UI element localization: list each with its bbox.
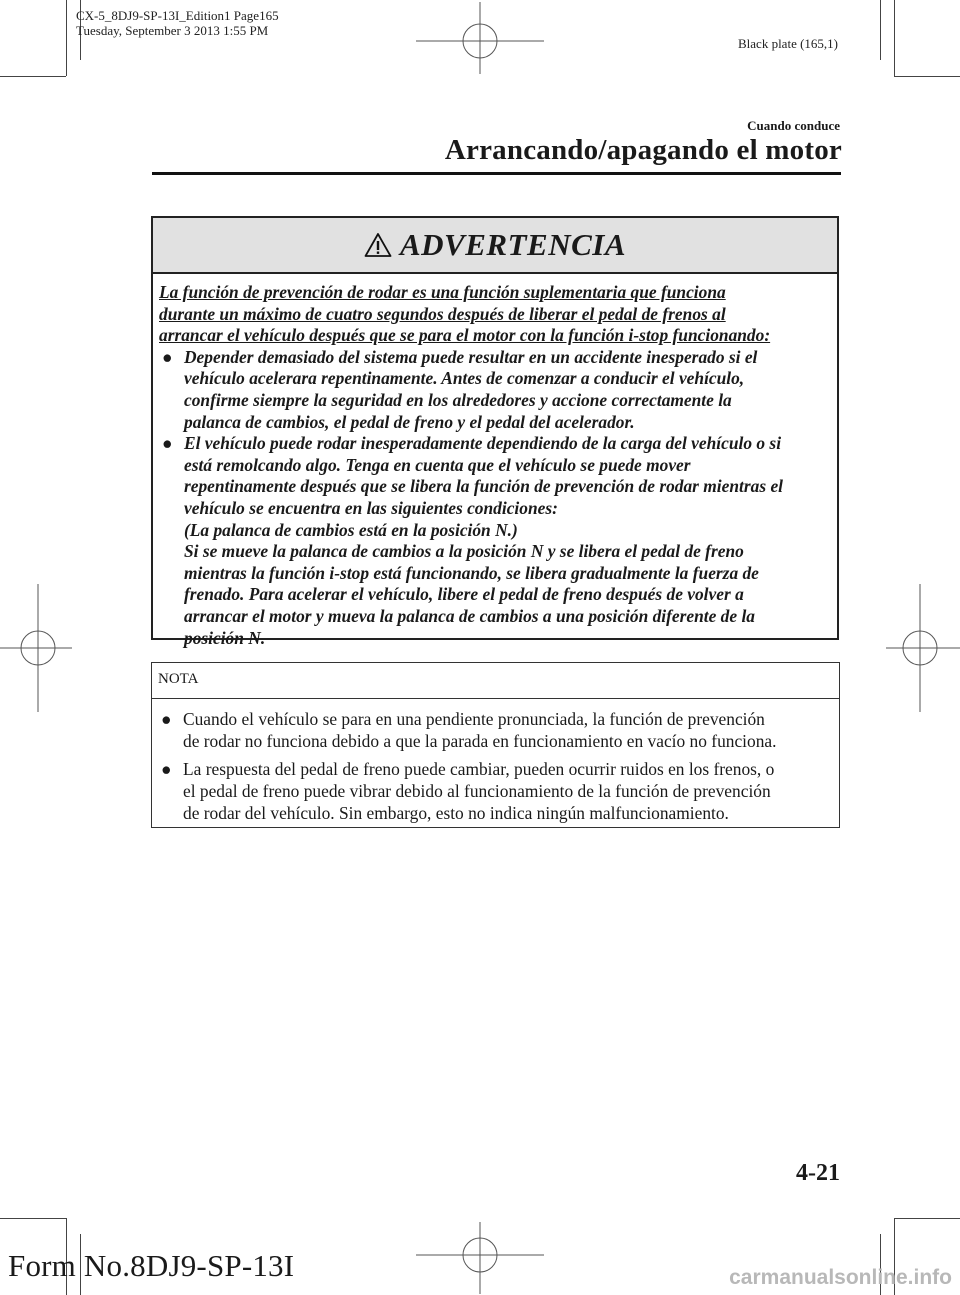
note-item-line: La respuesta del pedal de freno puede cambiar, pueden ocurrir ruidos en los frenos, o: [183, 759, 775, 779]
print-date: Tuesday, September 3 2013 1:55 PM: [76, 23, 269, 38]
warning-list-item: [159, 433, 831, 649]
warning-intro-line: durante un máximo de cuatro segundos después de liberar el pedal de frenos al: [159, 303, 726, 324]
warning-box: [151, 216, 839, 648]
warning-item-line: mientras la función i-stop está funcionando, se libera gradualmente la fuerza de: [184, 562, 759, 583]
warning-intro-line: arrancar el vehículo después que se para el motor con la función i-stop funcionando:: [159, 325, 771, 346]
warning-body: [153, 274, 837, 649]
title-rule: [152, 172, 841, 175]
warning-item-line: vehículo se encuentra en las siguientes condiciones:: [184, 497, 558, 518]
warning-header: [153, 218, 837, 274]
crop-mark: [0, 1218, 66, 1219]
crop-mark: [894, 0, 895, 76]
bullet: ●: [162, 346, 173, 367]
registration-mark-icon: [886, 584, 960, 712]
section-label: Cuando conduce: [747, 118, 840, 133]
note-box: [151, 662, 840, 828]
note-body: [152, 699, 839, 824]
warning-item-line: frenado. Para acelerar el vehículo, libere el pedal de freno después de volver a: [184, 584, 744, 605]
warning-item-line: está remolcando algo. Tenga en cuenta que el vehículo se puede mover: [184, 454, 691, 475]
note-list-item: [158, 708, 833, 752]
note-item-line: el pedal de freno puede vibrar debido al funcionamiento de la función de prevención: [183, 781, 771, 801]
warning-item-line: vehículo acelerara repentinamente. Antes de comenzar a conducir el vehículo,: [184, 368, 745, 389]
watermark: carmanualsonline.info: [729, 1266, 952, 1289]
crop-mark: [66, 0, 67, 76]
bullet: ●: [161, 759, 172, 779]
warning-item-line: palanca de cambios, el pedal de freno y el pedal del acelerador.: [184, 411, 635, 432]
warning-item-line: El vehículo puede rodar inesperadamente dependiendo de la carga del vehículo o si: [184, 433, 782, 454]
bullet: ●: [162, 433, 173, 454]
warning-item-line: posición N.: [184, 627, 266, 648]
print-info: [76, 8, 279, 38]
warning-item-line: Si se mueve la palanca de cambios a la posición N y se libera el pedal de freno: [184, 541, 744, 562]
page-number: 4-21: [796, 1160, 840, 1186]
warning-item-line: repentinamente después que se libera la función de prevención de rodar mientras el: [184, 476, 783, 497]
print-file-name: CX-5_8DJ9-SP-13I_Edition1 Page165: [76, 8, 279, 23]
plate-info: Black plate (165,1): [738, 36, 838, 51]
registration-mark-icon: [416, 1222, 544, 1294]
bullet: ●: [161, 709, 172, 729]
form-number: Form No.8DJ9-SP-13I: [8, 1248, 295, 1283]
note-item-line: de rodar no funciona debido a que la parada en funcionamiento en vacío no funciona.: [183, 731, 777, 751]
crop-mark: [0, 76, 66, 77]
registration-mark-icon: [0, 584, 72, 712]
note-item-line: Cuando el vehículo se para en una pendiente pronunciada, la función de prevención: [183, 709, 765, 729]
crop-mark: [880, 0, 881, 60]
note-list-item: [158, 758, 833, 824]
warning-list-item: [159, 347, 831, 433]
warning-intro-line: La función de prevención de rodar es una función suplementaria que funciona: [159, 282, 726, 302]
note-title: NOTA: [152, 663, 839, 699]
warning-item-line: arrancar el motor y mueva la palanca de cambios a una posición diferente de la: [184, 605, 755, 626]
crop-mark: [894, 1218, 960, 1219]
note-item-line: de rodar del vehículo. Sin embargo, esto no indica ningún malfuncionamiento.: [183, 803, 729, 823]
crop-mark: [894, 76, 960, 77]
warning-item-line: (La palanca de cambios está en la posición N.): [184, 519, 518, 540]
warning-title: ADVERTENCIA: [399, 227, 626, 262]
warning-triangle-icon: [364, 232, 392, 258]
registration-mark-icon: [416, 2, 544, 74]
page-title: Arrancando/apagando el motor: [444, 134, 842, 166]
warning-item-line: confirme siempre la seguridad en los alrededores y accione correctamente la: [184, 389, 732, 410]
warning-item-line: Depender demasiado del sistema puede resultar en un accidente inesperado si el: [184, 346, 758, 367]
warning-intro: [159, 282, 831, 347]
